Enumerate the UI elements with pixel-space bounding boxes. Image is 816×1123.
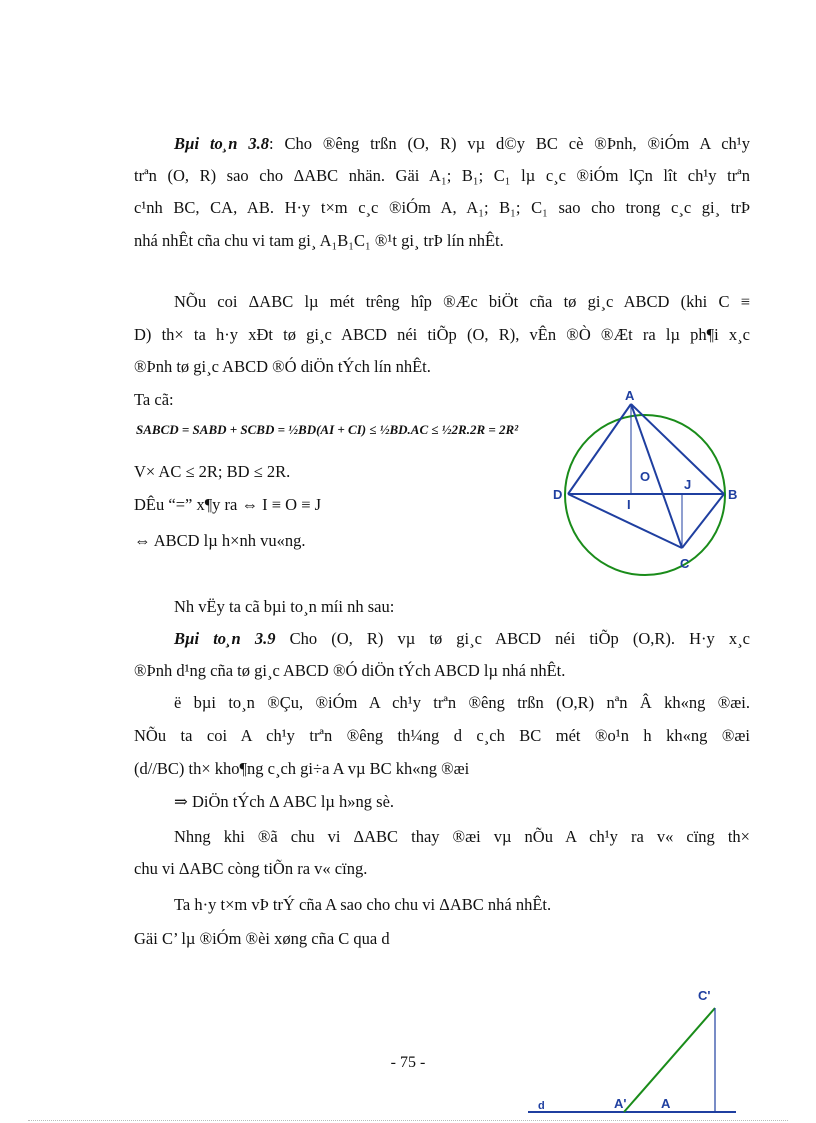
label-a: A: [625, 388, 635, 403]
text-line: [174, 628, 750, 650]
text-line: ®Þnh tø gi¸c ABCD ®Ó diÖn tÝch lín nhÊt.: [134, 357, 431, 376]
text-line: [174, 133, 750, 155]
segment-ad: [568, 404, 631, 494]
text-line: chu vi ΔABC còng tiÕn ra v« cïng.: [134, 859, 368, 878]
label-d: D: [553, 487, 563, 502]
label-j: J: [684, 477, 692, 492]
text-line: ®Þnh d¹ng cña tø gi¸c ABCD ®Ó diÖn tÝch ABCD lµ nhá nhÊt.: [134, 661, 566, 680]
label-o: O: [640, 469, 651, 484]
label-a: A: [661, 1096, 671, 1111]
area-formula: SABCD = SABD + SCBD = ½BD(AI + CI) ≤ ½BD.AC ≤ ½2R.2R = 2R²: [136, 422, 519, 437]
text-line: Ta cã:: [134, 390, 174, 409]
text-line: ⇒ DiÖn tÝch Δ ABC lµ h»ng sè.: [174, 792, 395, 811]
label-a-prime: A': [614, 1096, 627, 1111]
label-c: C: [680, 556, 690, 571]
problem-title: Bµi to¸n 3.8: [174, 134, 269, 153]
text-line: Nhng khi ®ã chu vi ΔABC thay ®æi vµ nÕu A ch¹y ra v« cïng th×: [174, 827, 750, 846]
text-line: D) th× ta h·y xÐt tø gi¸c ABCD néi tiÕp (O, R), vÊn ®Ò ®Æt ra lµ ph¶i x¸c: [134, 325, 750, 344]
problem-title: Bµi to¸n 3.9: [174, 629, 276, 648]
label-b: B: [728, 487, 738, 502]
text-line: c¹nh BC, CA, AB. H·y t×m c¸c ®iÓm A, A₁; B₁; C₁ sao cho trong c¸c gi¸ trÞ: [134, 198, 750, 217]
label-i: I: [627, 497, 631, 512]
text-line: NÕu coi ΔABC lµ mét trêng hîp ®Æc biÖt cña tø gi¸c ABCD (khi C ≡: [174, 292, 750, 311]
label-c-prime: C': [698, 988, 711, 1003]
text-line: nhá nhÊt cña chu vi tam gi¸ A₁B₁C₁ ®¹t gi¸ trÞ lín nhÊt.: [134, 231, 504, 250]
text-line: V× AC ≤ 2R; BD ≤ 2R.: [134, 462, 291, 481]
text-line: trªn (O, R) sao cho ΔABC nhän. Gäi A₁; B₁; C₁ lµ c¸c ®iÓm lÇn lît ch¹y trªn: [134, 166, 750, 185]
page-number: - 75 -: [390, 1054, 426, 1071]
text-line: (d//BC) th× kho¶ng c¸ch gi÷a A vµ BC kh«ng ®æi: [134, 759, 470, 778]
figure-circle-quadrilateral: [548, 388, 748, 578]
text-line: ë bµi to¸n ®Çu, ®iÓm A ch¹y trªn ®êng trßn (O,R) nªn Â kh«ng ®æi.: [174, 693, 750, 712]
segment-cb: [682, 494, 724, 548]
text-span: Cho (O, R) vµ tø gi¸c ABCD néi tiÕp (O,R). H·y x¸c: [275, 629, 750, 648]
text-span: : Cho ®êng trßn (O, R) vµ d©y BC cè ®Þnh, ®iÓm A ch¹y: [268, 134, 750, 153]
text-line: Nh vËy ta cã bµi to¸n míi nh sau:: [174, 597, 395, 616]
label-d-line: d: [538, 1100, 545, 1112]
text-line: DÊu “=” x¶y ra ⇔ I ≡ O ≡ J: [134, 495, 322, 514]
text-line: ⇔ ABCD lµ h×nh vu«ng.: [134, 531, 306, 550]
text-line: NÕu ta coi A ch¹y trªn ®êng th¼ng d c¸ch BC mét ®o¹n h kh«ng ®æi: [134, 726, 750, 745]
text-line: Ta h·y t×m vÞ trÝ cña A sao cho chu vi ΔABC nhá nhÊt.: [174, 895, 552, 914]
footer-divider: [28, 1120, 788, 1121]
figure-reflection: [528, 984, 748, 1120]
text-line: Gäi C’ lµ ®iÓm ®èi xøng cña C qua d: [134, 929, 390, 948]
